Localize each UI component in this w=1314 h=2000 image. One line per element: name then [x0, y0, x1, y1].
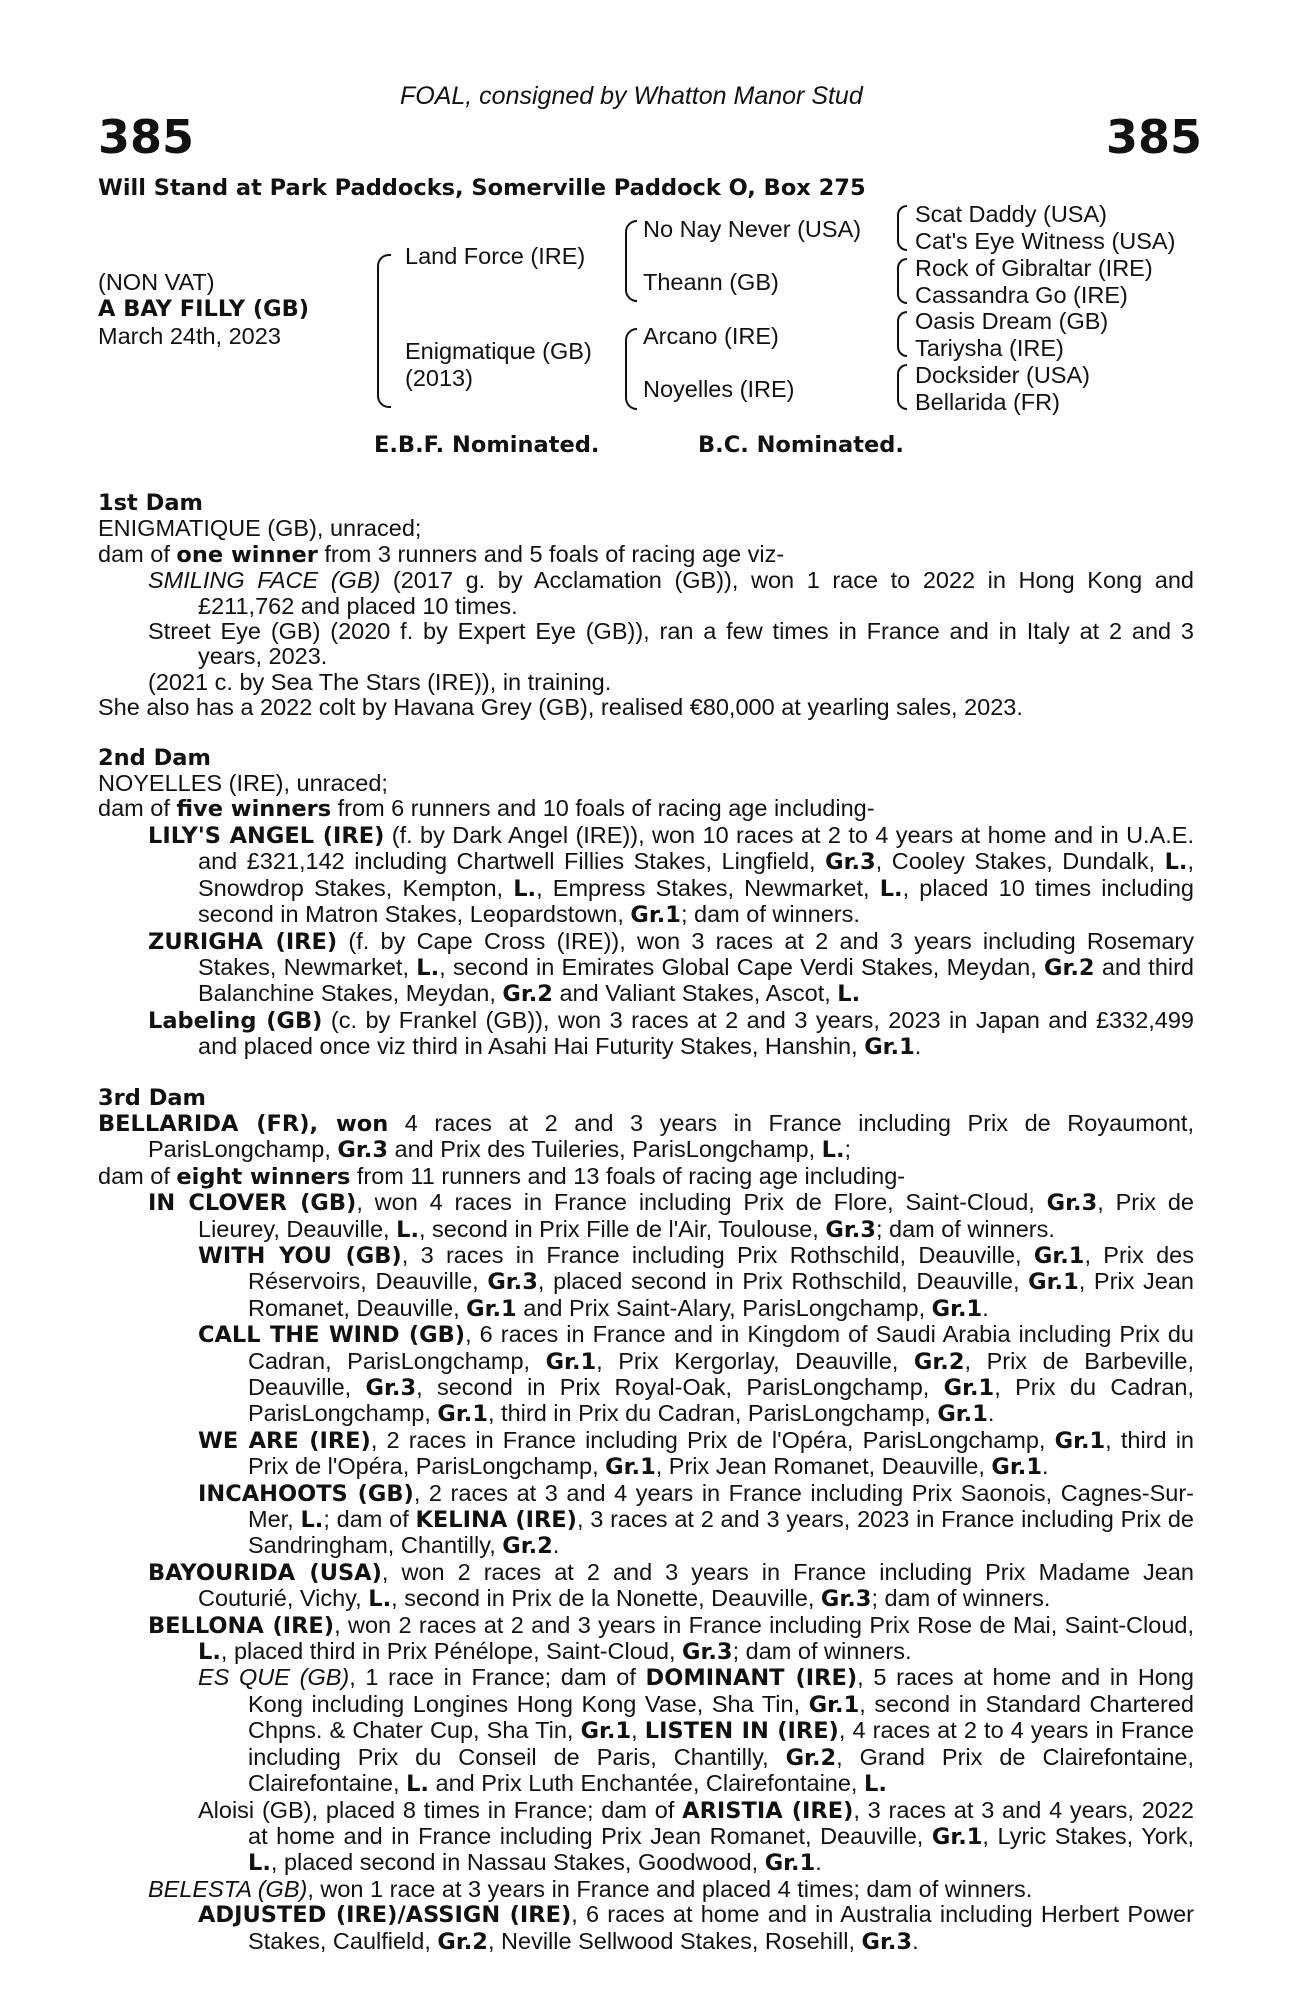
pedigree-g3-8: Bellarida (FR): [915, 389, 1060, 415]
dam3-grandprogeny-we-are: WE ARE (IRE), 2 races in France including Prix de l'Opéra, ParisLongchamp, Gr.1, third in Prix de l'Opéra, ParisLongchamp, Gr.1, Prix Jean Romanet, Deauville, Gr.1.: [198, 1426, 1194, 1481]
vat-status: (NON VAT): [98, 269, 215, 295]
dam3-grandprogeny-aloisi: Aloisi (GB), placed 8 times in France; dam of ARISTIA (IRE), 3 races at 3 and 4 years, 2022 at home and in France including Prix Jean Romanet, Deauville, Gr.1, Lyric Stakes, York, L., placed second in Nassau Stakes, Goodwood, Gr.1.: [198, 1796, 1195, 1877]
dam2-heading: 2nd Dam: [98, 744, 211, 771]
pedigree-g3-4: Cassandra Go (IRE): [915, 282, 1128, 308]
dam3-progeny-in-clover: IN CLOVER (GB), won 4 races in France including Prix de Flore, Saint-Cloud, Gr.3, Prix de Lieurey, Deauville, L., second in Prix Fille de l'Air, Toulouse, Gr.3; dam of winners.: [148, 1189, 1195, 1243]
pedigree-g3-6: Tariysha (IRE): [915, 335, 1064, 361]
ebf-nomination: E.B.F. Nominated.: [374, 432, 600, 458]
dam1-line: ENIGMATIQUE (GB), unraced;: [98, 515, 422, 542]
dam3-grandprogeny-call-the-wind: CALL THE WIND (GB), 6 races in France and in Kingdom of Saudi Arabia including Prix du Cadran, ParisLongchamp, Gr.1, Prix Kergorlay, Deauville, Gr.2, Prix de Barbeville, Deauville, Gr.3, second in Prix Royal-Oak, ParisLongchamp, Gr.1, Prix du Cadran, ParisLongchamp, Gr.1, third in Prix du Cadran, ParisLongchamp, Gr.1.: [198, 1321, 1195, 1428]
pedigree-g3-3: Rock of Gibraltar (IRE): [915, 255, 1153, 281]
dam1-progeny-3: (2021 c. by Sea The Stars (IRE)), in training.: [148, 668, 612, 695]
pedigree-sire: Land Force (IRE): [405, 243, 586, 269]
pedigree-dam-dam: Noyelles (IRE): [643, 376, 795, 402]
pedigree-dam-year: (2013): [405, 365, 473, 391]
dam3-progeny-bayourida: BAYOURIDA (USA), won 2 races at 2 and 3 years in France including Prix Madame Jean Couturié, Vichy, L., second in Prix de la Nonette, Deauville, Gr.3; dam of winners.: [148, 1558, 1195, 1613]
foaling-date: March 24th, 2023: [98, 323, 281, 349]
dam3-grandprogeny-es-que: ES QUE (GB), 1 race in France; dam of DOMINANT (IRE), 5 races at home and in Hong Kong including Longines Hong Kong Vase, Sha Tin, Gr.1, second in Standard Chartered Chpns. & Chater Cup, Sha Tin, Gr.1, LISTEN IN (IRE), 4 races at 2 to 4 years in France including Prix du Conseil de Paris, Chantilly, Gr.2, Grand Prix de Clairefontaine, Clairefontaine, L. and Prix Luth Enchantée, Clairefontaine, L.: [198, 1664, 1194, 1798]
dam3-line: BELLARIDA (FR), won 4 races at 2 and 3 years in France including Prix de Royaumont, ParisLongchamp, Gr.3 and Prix des Tuileries, ParisLongchamp, L.;: [98, 1109, 1194, 1164]
dam3-grandprogeny-adjusted: ADJUSTED (IRE)/ASSIGN (IRE), 6 races at home and in Australia including Herbert Power Stakes, Caulfield, Gr.2, Neville Sellwood Stakes, Rosehill, Gr.3.: [198, 1901, 1194, 1955]
dam1-heading: 1st Dam: [98, 490, 203, 516]
dam3-progeny-bellona: BELLONA (IRE), won 2 races at 2 and 3 years in France including Prix Rose de Mai, Saint-Cloud, L., placed third in Prix Pénélope, Saint-Cloud, Gr.3; dam of winners.: [148, 1611, 1194, 1666]
dam1-also-note: She also has a 2022 colt by Havana Grey (GB), realised €80,000 at yearling sales, 2023.: [98, 694, 1023, 721]
pedigree-brace-main: [377, 254, 391, 408]
dam1-produce-summary: dam of one winner from 3 runners and 5 foals of racing age viz-: [98, 540, 785, 568]
lot-number-left: 385: [98, 110, 195, 164]
dam3-grandprogeny-with-you: WITH YOU (GB), 3 races in France including Prix Rothschild, Deauville, Gr.1, Prix des Réservoirs, Deauville, Gr.3, placed second in Prix Rothschild, Deauville, Gr.1, Prix Jean Romanet, Deauville, Gr.1 and Prix Saint-Alary, ParisLongchamp, Gr.1.: [198, 1241, 1194, 1322]
dam3-produce-summary: dam of eight winners from 11 runners and 13 foals of racing age including-: [98, 1162, 906, 1190]
pedigree-brace-1: [897, 205, 907, 251]
pedigree-brace-4: [897, 364, 907, 410]
pedigree-brace-3: [897, 311, 907, 357]
lot-number-right: 385: [1105, 110, 1202, 164]
pedigree-brace-sire: [625, 220, 637, 302]
pedigree-dam: Enigmatique (GB): [405, 338, 592, 364]
stand-location: Will Stand at Park Paddocks, Somerville Paddock O, Box 275: [98, 175, 866, 201]
consignor-line: FOAL, consigned by Whatton Manor Stud: [400, 82, 863, 110]
dam3-progeny-belesta: BELESTA (GB), won 1 race at 3 years in France and placed 4 times; dam of winners.: [148, 1875, 1033, 1902]
pedigree-sire-dam: Theann (GB): [643, 269, 779, 295]
pedigree-sire-sire: No Nay Never (USA): [643, 216, 862, 242]
catalogue-text: [98, 491, 1194, 1955]
pedigree-g3-7: Docksider (USA): [915, 362, 1090, 388]
dam2-progeny-zurigha: ZURIGHA (IRE) (f. by Cape Cross (IRE)), won 3 races at 2 and 3 years including Rosemary Stakes, Newmarket, L., second in Emirates Global Cape Verdi Stakes, Meydan, Gr.2 and third Balanchine Stakes, Meydan, Gr.2 and Valiant Stakes, Ascot, L.: [148, 927, 1195, 1008]
lot-subject-name: A BAY FILLY (GB): [98, 296, 310, 322]
pedigree-brace-2: [897, 258, 907, 304]
dam1-progeny-2: Street Eye (GB) (2020 f. by Expert Eye (GB)), ran a few times in France and in Italy at 2 and 3 years, 2023.: [148, 618, 1194, 670]
dam2-progeny-labeling: Labeling (GB) (c. by Frankel (GB)), won 3 races at 2 and 3 years, 2023 in Japan and £332,499 and placed once viz third in Asahi Hai Futurity Stakes, Hanshin, Gr.1.: [148, 1006, 1195, 1061]
dam2-progeny-lilys-angel: LILY'S ANGEL (IRE) (f. by Dark Angel (IRE)), won 10 races at 2 to 4 years at home and in U.A.E. and £321,142 including Chartwell Fillies Stakes, Lingfield, Gr.3, Cooley Stakes, Dundalk, L., Snowdrop Stakes, Kempton, L., Empress Stakes, Newmarket, L., placed 10 times including second in Matron Stakes, Leopardstown, Gr.1; dam of winners.: [148, 821, 1194, 929]
pedigree-g3-2: Cat's Eye Witness (USA): [915, 228, 1176, 254]
dam3-grandprogeny-incahoots: INCAHOOTS (GB), 2 races at 3 and 4 years in France including Prix Saonois, Cagnes-Sur-Mer, L.; dam of KELINA (IRE), 3 races at 2 and 3 years, 2023 in France including Prix de Sandringham, Chantilly, Gr.2.: [198, 1479, 1194, 1560]
dam1-progeny-1: SMILING FACE (GB) (2017 g. by Acclamation (GB)), won 1 race to 2022 in Hong Kong and £211,762 and placed 10 times.: [148, 567, 1194, 619]
pedigree-dam-sire: Arcano (IRE): [643, 323, 779, 349]
dam2-line: NOYELLES (IRE), unraced;: [98, 770, 388, 797]
bc-nomination: B.C. Nominated.: [698, 432, 904, 458]
dam3-heading: 3rd Dam: [98, 1084, 206, 1111]
pedigree-g3-1: Scat Daddy (USA): [915, 201, 1107, 227]
pedigree-g3-5: Oasis Dream (GB): [915, 308, 1109, 334]
dam2-produce-summary: dam of five winners from 6 runners and 10 foals of racing age including-: [98, 795, 875, 823]
pedigree-brace-dam: [625, 328, 637, 410]
